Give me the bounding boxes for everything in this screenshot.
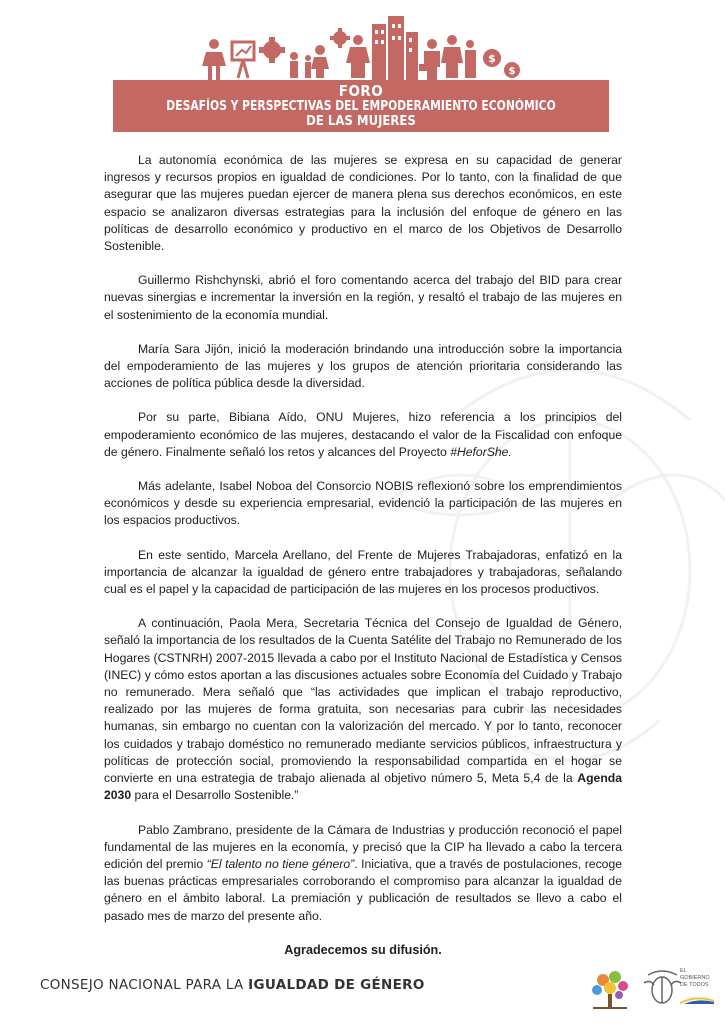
- agenda-bold: Agenda: [577, 771, 622, 786]
- svg-text:$: $: [488, 52, 496, 65]
- svg-text:$: $: [508, 66, 516, 77]
- footer-org-light: CONSEJO NACIONAL PARA LA: [40, 977, 249, 993]
- paragraph-text: Por su parte, Bibiana Aído, ONU Mujeres, hizo referencia a los principios del empoderamiento económico de las mujeres, destacando el valor de la Fiscalidad con enfoque de género. Finalmente señaló los retos y alcances del Proyecto: [104, 410, 622, 459]
- businesswoman-icon: [346, 35, 370, 78]
- forum-title-banner: [113, 80, 609, 132]
- coat-of-arms-icon: [640, 965, 685, 1010]
- paragraph-intro: La autonomía económica de las mujeres se expresa en su capacidad de generar ingresos y recursos propios en igualdad de condiciones. Por lo tanto, con la finalidad de que asegurar que las mujeres puedan ejercer de manera plena sus derechos económicos, en este espacio se analizaron diversas estrategias para la inclusión del enfoque de género en las políticas de desarrollo económico y productivo en el marco de los Objetivos de Desarrollo Sostenible.: [104, 153, 622, 254]
- man-with-briefcase-icon: [419, 39, 440, 80]
- paragraph-aido: [104, 409, 622, 461]
- header-illustration: [200, 14, 530, 80]
- banner-line-1: FORO: [338, 82, 384, 100]
- flag-stripe-icon: [680, 996, 714, 1004]
- paragraph-zambrano: [104, 822, 622, 925]
- award-name: “El talento no tiene género”: [206, 856, 355, 871]
- woman-icon: [202, 39, 226, 80]
- banner-line-2: DESAFÍOS Y PERSPECTIVAS DEL EMPODERAMIENTO ECONÓMICO: [166, 99, 556, 114]
- paragraph-text: Pablo Zambrano, presidente de la Cámara de Industrias y producción reconoció el papel fundamental de las mujeres en la economía, y precisó que la CIP ha llevado a cabo la tercera edición del premio: [104, 822, 622, 871]
- tree-logo-icon: [585, 964, 635, 1014]
- people-group-icon: [290, 45, 329, 78]
- paragraph-mera: [104, 615, 622, 804]
- paragraph-arellano: En este sentido, Marcela Arellano, del Frente de Mujeres Trabajadoras, enfatizó en la importancia de alcanzar la igualdad de género entre trabajadores y trabajadoras, señalando cual es el papel y la capacidad de participación de las mujeres en los procesos productivos.: [104, 547, 622, 597]
- agenda-year-bold: 2030: [104, 788, 132, 803]
- coin-dollar-icon: [483, 49, 520, 78]
- article-body: [104, 152, 622, 976]
- paragraph-rishchynski: Guillermo Rishchynski, abrió el foro comentando acerca del trabajo del BID para crear nuevas sinergias e incrementar la inversión en la región, y resaltó el trabajo de las mujeres en el sostenimiento de la economía mundial.: [104, 273, 622, 322]
- paragraph-noboa: Más adelante, Isabel Noboa del Consorcio NOBIS reflexionó sobre los emprendimientos económicos y desde su experiencia empresarial, evidenció la participación de las mujeres en los espacios productivos.: [104, 479, 622, 528]
- presentation-board-icon: [232, 42, 254, 78]
- government-caption: [680, 968, 710, 989]
- footer-organization: [40, 977, 425, 993]
- paragraph-text: A continuación, Paola Mera, Secretaria Técnica del Consejo de Igualdad de Género, señaló la importancia de los resultados de la Cuenta Satélite del Trabajo no Remunerado de los Hogares (CSTNRH) 2007-2015 llevada a cabo por el Instituto Nacional de Estadística y Censos (INEC) y cómo estos aportan a las discusiones actuales sobre Economía del Cuidado y Trabajo no remunerado. Mera señaló que “las actividades que implican el trabajo reproductivo, realizado por las mujeres de forma gratuita, son necesarias para cubrir las necesidades humanas, sin embargo no cuentan con la valorización del mercado. Y por lo tanto, reconocer los cuidados y trabajo doméstico no remunerado mediante servicios públicos, infraestructura y políticas de protección social, promoviendo la responsabilidad compartida en el hogar se convierte en una estrategia de trabajo alienada al objetivo número 5, Meta 5,4 de la: [104, 616, 622, 786]
- closing-thanks: Agradecemos su difusión.: [284, 942, 442, 957]
- paragraph-text: . Iniciativa, que a través de postulaciones, recoge las buenas prácticas empresariales corroborando el compromiso para alcanzar la igualdad de género en el ámbito laboral. La premiación y publicación de resultados se llevo a cabo el pasado mes de marzo del presente año.: [104, 856, 622, 923]
- gov-line-1: EL: [680, 968, 687, 974]
- gear-icon: [330, 28, 350, 48]
- gov-line-2: GOBIERNO: [680, 975, 710, 981]
- footer-org-bold: IGUALDAD DE GÉNERO: [248, 977, 425, 993]
- hashtag-heforshe: #HeforShe.: [450, 444, 512, 459]
- gear-icon: [259, 37, 285, 63]
- banner-line-3: DE LAS MUJERES: [306, 114, 416, 129]
- paragraph-jijon: María Sara Jijón, inició la moderación brindando una introducción sobre la importancia del empoderamiento de las mujeres y los grupos de atención prioritaria considerando las acciones de política pública desde la diversidad.: [104, 341, 622, 391]
- gov-line-3: DE TODOS: [680, 982, 709, 988]
- people-group-icon: [441, 35, 476, 78]
- paragraph-text: para el Desarrollo Sostenible.”: [131, 788, 299, 803]
- buildings-icon: [372, 16, 418, 80]
